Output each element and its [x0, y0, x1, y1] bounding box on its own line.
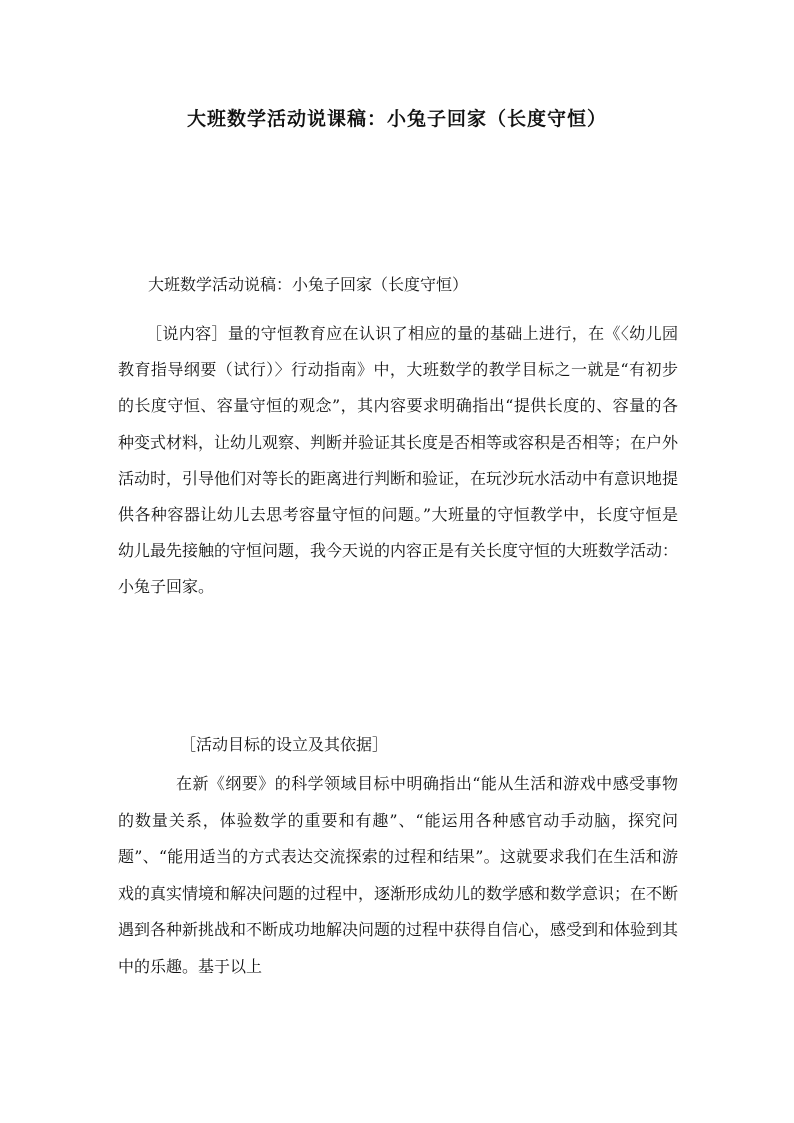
paragraph-content-intro: ［说内容］量的守恒教育应在认识了相应的量的基础上进行，在《〈幼儿园教育指导纲要（试行）〉行动指南》中，大班数学的教学目标之一就是“有初步的长度守恒、容量守恒的观念”，其内容要求明确指出“提供长度的、容量的各种变式材料，让幼儿观察、判断并验证其长度是否相等或容积是否相等；在户外活动时，引导他们对等长的距离进行判断和验证，在玩沙玩水活动中有意识地提供各种容器让幼儿去思考容量守恒的问题。”大班量的守恒教学中，长度守恒是幼儿最先接触的守恒问题，我今天说的内容正是有关长度守恒的大班数学活动：小兔子回家。 [118, 324, 679, 597]
paragraph-goals: 在新《纲要》的科学领域目标中明确指出“能从生活和游戏中感受事物的数量关系，体验数学的重要和有趣”、“能运用各种感官动手动脑，探究问题”、“能用适当的方式表达交流探索的过程和结果”。这就要求我们在生活和游戏的真实情境和解决问题的过程中，逐渐形成幼儿的数学感和数学意识；在不断遇到各种新挑战和不断成功地解决问题的过程中获得自信心，感受到和体验到其中的乐趣。基于以上 [118, 774, 679, 976]
document-subtitle: 大班数学活动说稿：小兔子回家（长度守恒） [148, 275, 469, 294]
section-heading-goals: ［活动目标的设立及其依据］ [180, 735, 389, 754]
document-title: 大班数学活动说课稿：小兔子回家（长度守恒） [186, 108, 607, 130]
